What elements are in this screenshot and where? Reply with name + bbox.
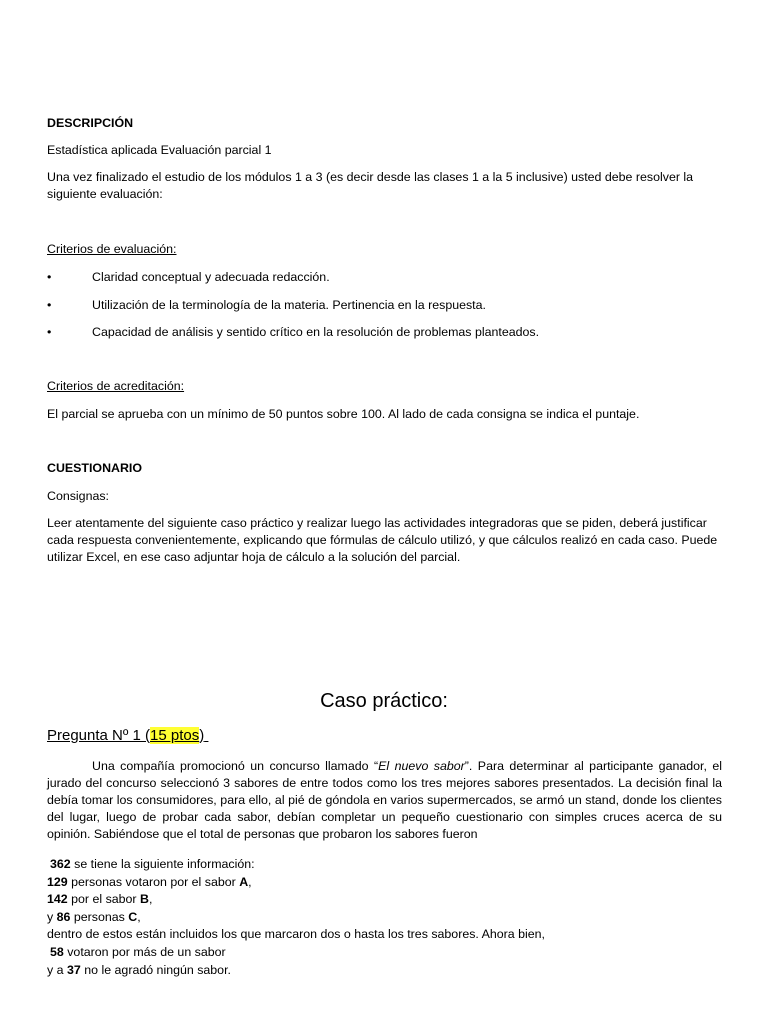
criterios-evaluacion-heading: Criterios de evaluación:	[47, 242, 177, 256]
pregunta-points-highlight: 15 ptos	[150, 727, 200, 744]
info-line-multi	[47, 944, 722, 962]
info-line-c	[47, 909, 722, 927]
c-end: ,	[137, 909, 141, 924]
multi-text: votaron por más de un sabor	[63, 944, 226, 959]
contest-name: El nuevo sabor	[378, 759, 465, 773]
c-prefix: y	[47, 909, 57, 924]
multi-count: 58	[50, 944, 64, 959]
b-count: 142	[47, 892, 68, 907]
criterios-acreditacion-heading: Criterios de acreditación:	[47, 379, 185, 393]
info-line-total	[47, 856, 722, 874]
intro-paragraph: Una vez finalizado el estudio de los módulos 1 a 3 (es decir desde las clases 1 a la 5 inclusive) usted debe resolver la siguiente evaluación:	[47, 170, 694, 201]
info-line-none	[47, 962, 722, 980]
criterio-item-text: Claridad conceptual y adecuada redacción.	[92, 270, 330, 284]
caso-paragraph	[47, 758, 722, 843]
caso-paragraph-start: Una compañía promocionó un concurso llamado “	[92, 759, 379, 773]
caso-paragraph-rest: ”. Para determinar al participante ganador, el jurado del concurso seleccionó 3 sabores de entre todos como los tres mejores sabores presentados. La decisión final la debía tomar los consumidores, para ello, al pié de góndola en varios supermercados, se armó un stand, donde los clientes del lugar, luego de probar cada sabor, debían completar un pequeño cuestionario con simples cruces acerca de su opinión. Sabiéndose que el total de personas que probaron los sabores fueron	[47, 759, 722, 841]
none-text: no le agradó ningún sabor.	[80, 962, 231, 977]
document-subtitle: Estadística aplicada Evaluación parcial 1	[47, 143, 272, 157]
info-line-a	[47, 874, 722, 892]
pregunta-suffix: )	[199, 727, 205, 744]
info-line-included: dentro de estos están incluidos los que marcaron dos o hasta los tres sabores. Ahora bien,	[47, 927, 545, 942]
b-text: por el sabor	[67, 892, 141, 907]
a-count: 129	[47, 874, 68, 889]
c-text: personas	[70, 909, 129, 924]
caso-practico-title: Caso práctico:	[320, 690, 448, 712]
a-text: personas votaron por el sabor	[67, 874, 240, 889]
criterio-item-text: Utilización de la terminología de la materia. Pertinencia en la respuesta.	[92, 298, 486, 312]
bullet-icon: •	[47, 325, 52, 339]
pregunta-prefix: Pregunta Nº 1 (	[47, 727, 151, 744]
descripcion-heading: DESCRIPCIÓN	[47, 116, 134, 130]
info-line-b	[47, 891, 722, 909]
c-count: 86	[56, 909, 71, 924]
total-count: 362	[50, 857, 71, 871]
total-text: se tiene la siguiente información:	[70, 857, 255, 871]
c-flavor: C	[128, 909, 138, 924]
cuestionario-heading: CUESTIONARIO	[47, 461, 142, 475]
pregunta-title	[47, 726, 208, 746]
criterio-item-text: Capacidad de análisis y sentido crítico en la resolución de problemas planteados.	[92, 325, 540, 339]
consignas-label: Consignas:	[47, 489, 109, 503]
acreditacion-text: El parcial se aprueba con un mínimo de 50 puntos sobre 100. Al lado de cada consigna se indica el puntaje.	[47, 407, 640, 421]
bullet-icon: •	[47, 270, 52, 284]
b-flavor: B	[140, 892, 149, 907]
none-prefix: y a	[47, 962, 67, 977]
a-flavor: A	[239, 874, 249, 889]
consignas-text: Leer atentamente del siguiente caso práctico y realizar luego las actividades integradoras que se piden, deberá justificar cada respuesta convenientemente, explicando que fórmulas de cálculo utilizó, y que cálculos realizó en cada caso. Puede utilizar Excel, en ese caso adjuntar hoja de cálculo a la solución del parcial.	[47, 516, 718, 564]
info-block	[47, 856, 722, 979]
none-count: 37	[66, 962, 81, 977]
b-end: ,	[148, 892, 153, 907]
bullet-icon: •	[47, 298, 52, 312]
a-end: ,	[248, 874, 252, 889]
